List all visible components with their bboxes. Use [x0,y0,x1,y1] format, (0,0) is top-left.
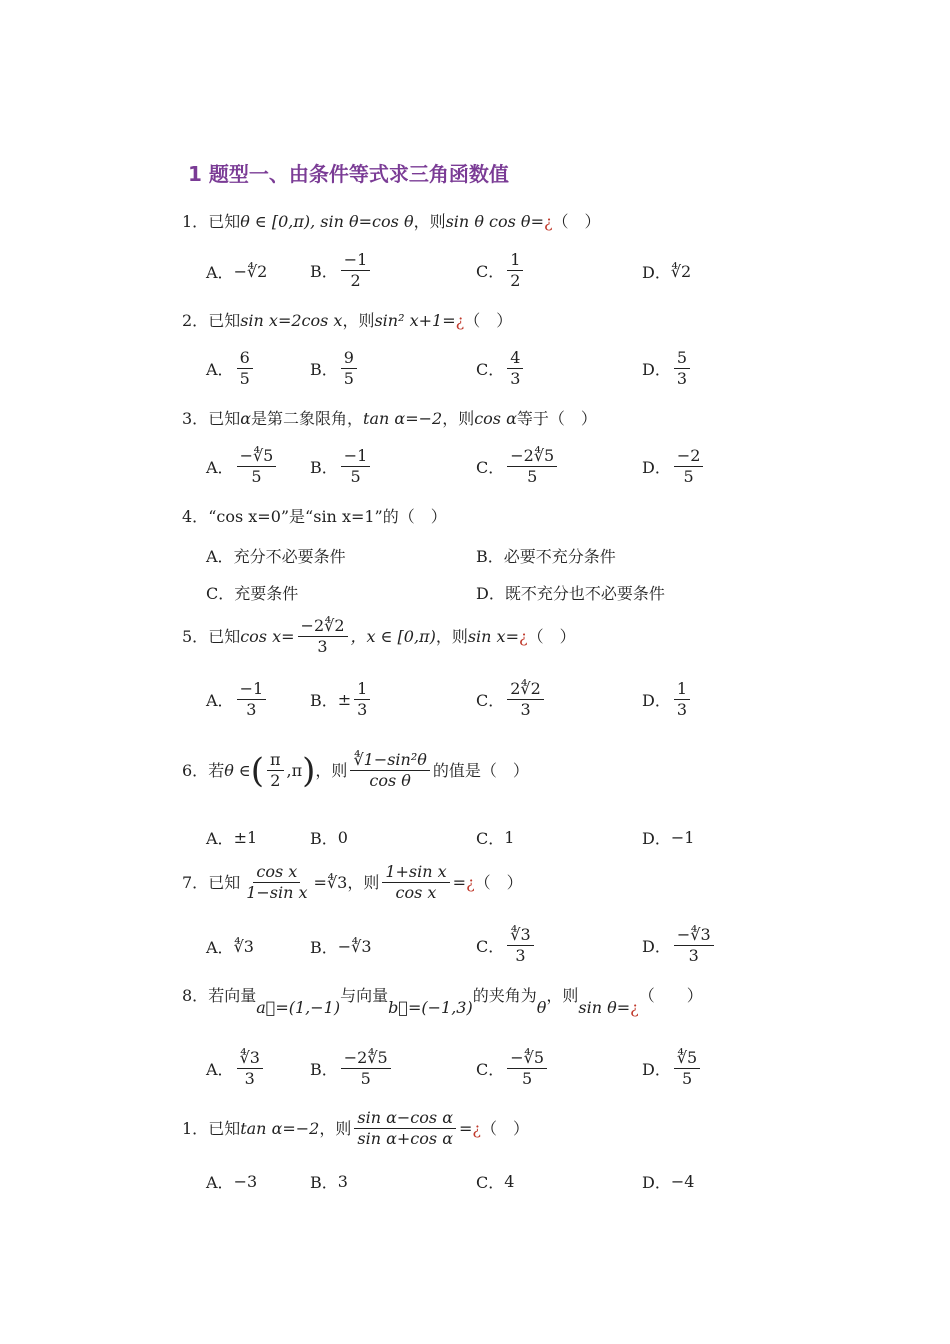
option-b [310,679,373,720]
question-number: 4． [182,507,209,526]
question-fraction [382,862,449,903]
fraction-denominator: 5 [343,369,354,388]
option-d [642,446,706,487]
fraction-denominator: 3 [515,946,526,965]
option-d [642,348,693,389]
option-label: D． [642,263,671,282]
fraction-numerator: ∜5 [674,1048,700,1069]
option-fraction [341,348,357,389]
option-c [476,348,526,389]
fraction-numerator: 5 [674,348,690,369]
question-number: 7． [182,872,209,892]
question-connector: ，则 [435,626,468,646]
fraction-numerator: cos x [253,862,300,883]
option-label: D． [642,829,671,848]
fraction-numerator: 1+sin x [382,862,449,883]
answer-paren: （ ） [527,626,576,646]
option-label: A． [206,360,234,379]
option-value: 1 [504,828,515,847]
option-label: C． [476,937,505,956]
question-7 [182,862,523,903]
option-fraction [674,679,690,720]
question-connector: ，则 [546,986,579,1005]
left-paren: ( [250,750,265,791]
option-b [310,1048,394,1089]
equals-sign: = [459,1118,473,1138]
fraction-denominator: 5 [522,1069,533,1088]
fraction-numerator: π [267,750,284,771]
option-c [476,1170,514,1193]
option-value: 充要条件 [234,584,299,603]
equals-sign: = [616,998,631,1017]
unknown-mark: ¿ [472,1118,481,1138]
unknown-mark: ¿ [466,872,475,892]
question-connector: ，则 [315,760,348,780]
fraction-numerator: −2∜5 [341,1048,391,1069]
equals-sign: = [452,872,467,892]
question-number: 5． [182,626,209,646]
fraction-numerator: 2∜2 [507,679,544,700]
unknown-mark: ¿ [518,626,528,646]
equals-sign: = [530,212,544,231]
fraction-numerator: −1 [341,250,371,271]
fraction-denominator: 5 [251,467,262,486]
question-fraction [350,750,429,791]
option-label: A． [206,263,234,282]
fraction-denominator: 2 [270,771,281,790]
option-d [642,1170,694,1193]
question-variable: θ [536,998,547,1017]
option-c [476,679,547,720]
equals-sign: = [505,626,519,646]
question-expression: sin θ [578,998,617,1017]
question-text: 等于（ ） [516,409,597,428]
option-value: ∜2 [670,262,692,281]
option-fraction [341,250,371,291]
option-fraction [507,925,533,966]
fraction-numerator: −∜5 [507,1048,547,1069]
question-9 [182,1108,529,1149]
fraction-numerator: 9 [341,348,357,369]
section-heading: 1 题型一、由条件等式求三角函数值 [188,162,509,186]
interval-fraction [267,750,284,791]
fraction-denominator: 5 [683,467,694,486]
option-a [206,679,269,720]
option-fraction [507,446,557,487]
unknown-mark: ¿ [630,998,639,1017]
option-label: A． [206,938,234,957]
fraction-denominator: 2 [350,271,361,290]
option-d [642,1048,703,1089]
fraction-denominator: 3 [510,369,521,388]
option-c [476,446,560,487]
fraction-denominator: 5 [681,1069,693,1088]
question-expression: sin θ cos θ [445,212,531,231]
question-1 [182,212,601,232]
question-condition: θ ∈ [0,π), sin θ=cos θ [240,212,414,231]
question-prefix: 若 [208,760,225,780]
option-label: A． [206,829,234,848]
question-number: 6． [182,760,209,780]
question-connector: ，则 [319,1118,352,1138]
fraction-numerator: 6 [237,348,253,369]
option-fraction [237,348,253,389]
option-c [476,826,514,849]
option-fraction [674,925,714,966]
fraction-denominator: 3 [244,1069,255,1088]
question-condition: ，x ∈ [0,π) [350,626,436,646]
option-a [206,826,257,849]
option-b [310,250,373,291]
question-prefix: 已知 [208,1118,241,1138]
option-label: B． [310,829,338,848]
unknown-mark: ¿ [543,212,553,231]
fraction-numerator: 1 [674,679,690,700]
option-label: D． [642,458,671,477]
question-expression: cos α [474,409,517,428]
option-label: C． [476,262,505,281]
option-a [206,260,267,283]
option-fraction [674,348,690,389]
option-label: C． [476,1173,505,1192]
option-fraction [237,446,277,487]
answer-paren: （ ） [474,872,523,892]
question-number: 1． [182,1118,209,1138]
fraction-denominator: 5 [239,369,250,388]
option-value: −4 [670,1172,695,1191]
question-variable: α [240,409,252,428]
fraction-numerator: sin α−cos α [354,1108,456,1129]
question-text: “cos x=0”是“sin x=1”的（ ） [208,507,447,526]
option-value: −1 [670,828,695,847]
option-c [476,250,526,291]
option-d [642,679,693,720]
option-fraction [507,348,523,389]
option-label: A． [206,547,234,566]
option-label: C． [476,1060,505,1079]
option-label: B． [310,262,338,281]
question-condition: tan α=−2 [363,409,443,428]
question-expression: sin x [467,626,506,646]
fraction-denominator: 3 [317,637,328,656]
question-connector: ，则 [442,409,475,428]
option-label: D． [642,1173,671,1192]
option-label: C． [476,360,505,379]
option-label: B． [310,938,338,957]
option-label: D． [642,360,671,379]
option-label: C． [476,691,505,710]
option-label: B． [310,691,338,710]
option-fraction [341,446,371,487]
question-variable: θ ∈ [224,760,251,780]
fraction-numerator: −2 [674,446,704,467]
fraction-numerator: −1 [237,679,267,700]
option-fraction [354,679,370,720]
fraction-denominator: 3 [246,700,257,719]
option-value: 0 [337,828,348,847]
option-label: B． [310,360,338,379]
option-label: B． [476,547,504,566]
question-connector: ，则 [342,311,375,330]
question-fraction [298,616,348,657]
option-a [206,935,254,958]
fraction-denominator: 1−sin x [246,883,308,902]
fraction-numerator: −2∜5 [507,446,557,467]
option-fraction [507,250,523,291]
fraction-numerator: −2∜2 [298,616,348,637]
fraction-numerator: ∜3 [507,925,533,946]
option-value: 4 [504,1172,515,1191]
question-number: 3． [182,409,209,428]
option-value: ±1 [233,828,258,847]
option-value: 3 [337,1172,348,1191]
question-prefix: 已知 [208,409,241,428]
option-a [206,446,279,487]
option-fraction [341,1048,391,1089]
fraction-numerator: ∜1−sin²θ [350,750,429,771]
question-number: 8． [182,986,209,1005]
fraction-numerator: −1 [341,446,371,467]
fraction-denominator: sin α+cos α [357,1129,453,1148]
question-number: 2． [182,311,209,330]
plus-minus: ± [337,690,352,709]
option-b [310,348,360,389]
option-value: 充分不必要条件 [233,547,346,566]
fraction-denominator: 5 [350,467,361,486]
question-6 [182,750,529,791]
question-text: 的夹角为 [472,986,537,1005]
equals-sign: = [442,311,456,330]
question-condition: sin x=2cos x [240,311,343,330]
option-label: C． [206,584,235,603]
option-label: B． [310,1173,338,1192]
option-label: D． [476,584,505,603]
question-condition: tan α=−2 [240,1118,320,1138]
question-3 [182,409,597,429]
question-expression: sin² x+1 [374,311,443,330]
fraction-numerator: −∜3 [674,925,714,946]
option-value: −∜2 [233,262,268,281]
option-fraction [507,1048,547,1089]
question-connector: ，则 [347,872,380,892]
option-label: D． [642,1060,671,1079]
fraction-denominator: 5 [527,467,538,486]
option-fraction [237,1048,263,1089]
answer-paren: （ ） [638,986,703,1005]
option-a [206,348,256,389]
answer-paren: （ ） [464,311,513,330]
fraction-numerator: ∜3 [237,1048,263,1069]
option-b [310,446,373,487]
option-label: A． [206,691,234,710]
fraction-numerator: 4 [507,348,523,369]
question-text: 与向量 [340,986,389,1005]
option-a [206,544,346,567]
fraction-denominator: 3 [520,700,531,719]
fraction-denominator: cos x [395,883,437,902]
fraction-numerator: −∜5 [237,446,277,467]
option-c [206,581,298,604]
fraction-denominator: 3 [357,700,368,719]
question-text: 的值是（ ） [432,760,529,780]
question-4 [182,507,447,527]
option-label: C． [476,458,505,477]
option-value: 必要不充分条件 [503,547,616,566]
option-label: A． [206,1060,234,1079]
option-label: D． [642,937,671,956]
vector-b: b⃗=(−1,3) [388,998,473,1017]
option-value: ∜3 [233,937,254,956]
option-c [476,925,537,966]
option-label: B． [310,458,338,477]
fraction-numerator: 1 [354,679,370,700]
fraction-denominator: 3 [676,700,688,719]
question-number: 1． [182,212,209,231]
option-label: A． [206,1173,234,1192]
option-label: C． [476,829,505,848]
right-paren: ) [302,750,316,791]
unknown-mark: ¿ [455,311,465,330]
question-fraction [354,1108,456,1149]
question-prefix: 已知 [208,872,241,892]
fraction-denominator: 2 [510,271,521,290]
option-value: 既不充分也不必要条件 [504,584,665,603]
option-fraction [674,446,704,487]
question-prefix: 已知 [208,311,241,330]
option-c [476,1048,550,1089]
vector-a: a⃗=(1,−1) [256,998,341,1017]
option-b [310,935,372,958]
fraction-denominator: 5 [360,1069,371,1088]
fraction-numerator: 1 [507,250,523,271]
option-fraction [237,679,267,720]
option-fraction [507,679,544,720]
interval-end: ,π [286,760,303,780]
question-prefix: 已知 [208,212,241,231]
option-d [642,826,694,849]
question-2 [182,311,512,331]
option-d [642,260,691,283]
option-label: D． [642,691,671,710]
fraction-denominator: cos θ [369,771,411,790]
answer-paren: （ ） [552,212,601,231]
equals-value: =∜3 [313,872,348,892]
question-prefix: 若向量 [208,986,257,1005]
option-b [310,1170,348,1193]
option-value: −3 [233,1172,258,1191]
question-fraction [243,862,310,903]
option-label: A． [206,458,234,477]
option-d [476,581,665,604]
option-a [206,1048,266,1089]
option-fraction [674,1048,700,1089]
question-lhs: cos x= [240,626,295,646]
question-8 [182,986,703,1018]
question-text: 是第二象限角， [251,409,364,428]
option-value: −∜3 [337,937,372,956]
option-label: B． [310,1060,338,1079]
option-d [642,925,717,966]
answer-paren: （ ） [480,1118,529,1138]
fraction-denominator: 3 [688,946,699,965]
option-b [310,826,348,849]
question-connector: ，则 [413,212,446,231]
question-5 [182,616,576,657]
question-prefix: 已知 [208,626,241,646]
option-b [476,544,616,567]
option-a [206,1170,257,1193]
fraction-denominator: 3 [676,369,688,388]
